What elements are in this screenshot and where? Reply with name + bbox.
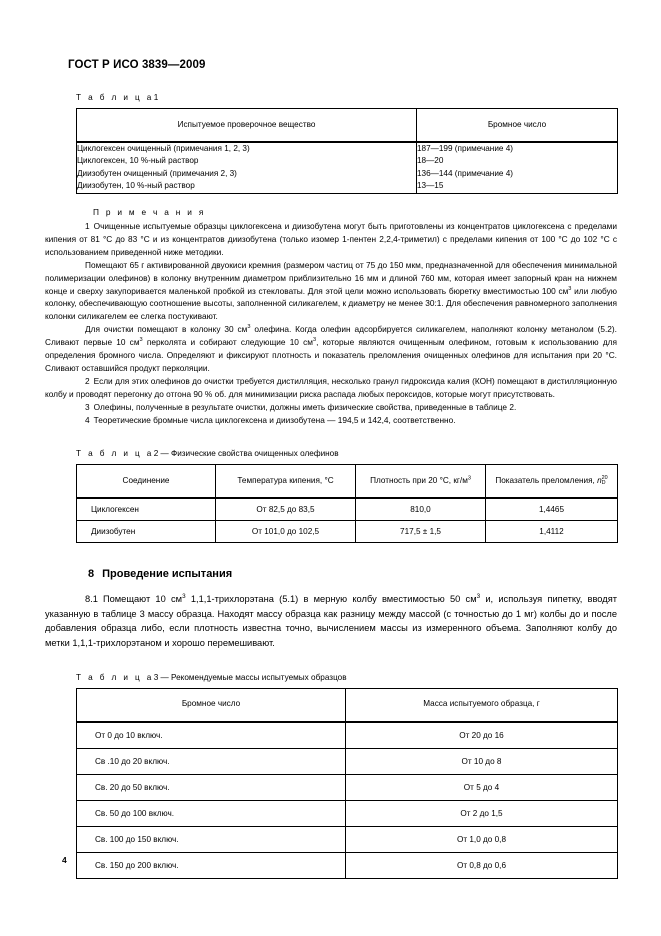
refractive-subscript: D <box>601 479 606 486</box>
clause-8-1-text-c: и, используя пипетку, вводят указанную в таблице 3 массу образца. Находят массу образца как разницу между массой (с точностью до 1 мг) колбы до и после добавления образца либо, если плотность известна точно, вычислением массы из измеренного объема. Заполняют колбу до метки 1,1,1-трихлорэтаном и хорошо перемешивают. <box>45 593 617 648</box>
table1-substance-3: Диизобутен, 10 %-ный раствор <box>77 181 195 191</box>
cubic-superscript: 3 <box>247 324 251 331</box>
table1-substance-cell <box>77 142 417 193</box>
table3-mass-2: От 5 до 4 <box>346 774 618 800</box>
cubic-superscript: 3 <box>139 337 143 344</box>
table1-caption-label: Т а б л и ц а <box>76 93 154 102</box>
note-2-text: Если для этих олефинов до очистки требуется дистилляция, несколько гранул гидроксида калия (КОН) помещают в дистилляционную колбу и проводят перегонку до отгона 90 % об. для минимизации риска распада любых пероксидов, которые могут присутствовать. <box>45 376 617 399</box>
table2-caption-label: Т а б л и ц а <box>76 448 154 458</box>
refractive-symbol: n <box>597 475 602 485</box>
standard-number-header: ГОСТ Р ИСО 3839—2009 <box>68 59 206 71</box>
table1-bromine-cell <box>417 142 618 193</box>
note-1-par3-d: , которые являются очищенным олефином, готовым к использованию для определения бромного числа. Определяют и фиксируют плотность и показатель преломления очищенных олефинов для испытания при 20 °С. Сливают оставшийся продукт перколяции. <box>45 337 617 374</box>
note-3-number: 3 <box>85 401 90 412</box>
cubic-superscript: 3 <box>182 592 186 600</box>
table3-bromine-4: Св. 100 до 150 включ. <box>77 826 346 852</box>
table1-header-row <box>77 109 618 143</box>
table-row <box>77 826 618 852</box>
table2-header-density <box>356 464 486 498</box>
note-1-paragraph-3 <box>45 323 617 375</box>
table2-compound-0: Циклогексен <box>77 498 216 521</box>
section-8-number: 8 <box>88 567 95 580</box>
refractive-superscript: 20 <box>601 474 608 481</box>
page-number: 4 <box>62 855 67 865</box>
table2-head <box>77 464 618 498</box>
note-1-par3-a: Для очистки помещают в колонку 30 см <box>85 324 248 335</box>
table1-header-substance: Испытуемое проверочное вещество <box>77 109 417 143</box>
table-row <box>77 722 618 749</box>
table2-refractive-1: 1,4112 <box>486 520 618 542</box>
table2-header-refractive-text: Показатель преломления, <box>495 475 598 485</box>
notes-heading: П р и м е ч а н и я <box>93 206 206 217</box>
table2-header-density-text: Плотность при 20 °С, кг/м <box>370 475 468 485</box>
table3-mass-1: От 10 до 8 <box>346 748 618 774</box>
table-row <box>77 852 618 878</box>
note-1-text: Очищенные испытуемые образцы циклогексена и диизобутена могут быть приготовлены из концентратов циклогексена с пределами кипения от 81 °С до 83 °С и из концентратов диизобутена (только изомер 1-пентен 2,2,4-триметил) с пределами кипения от 100 °С до 102 °С с использованием приведенной ниже методики. <box>45 220 617 257</box>
table1-caption <box>76 93 617 102</box>
note-1-par2-a: Помещают 65 г активированной двуокиси кремния (размером частиц от 75 до 150 мкм, предназначенной для обеспечения минимальной полимеризации олефинов) в колонку внутренним диаметром приблизительно 16 мм и длиной 760 мм, которая имеет запорный кран на нижнем конце и сверху закупоривается маленькой пробкой из стекловаты. Для этой цели можно использовать бюретку вместимостью 100 см <box>45 259 617 296</box>
table-row <box>77 142 618 193</box>
clause-8-1 <box>45 592 617 651</box>
table2-header-row <box>77 464 618 498</box>
note-4 <box>45 414 617 427</box>
table1-bromine-0: 187—199 (примечание 4) <box>417 144 514 153</box>
table2 <box>76 464 618 543</box>
table3-caption <box>76 673 617 682</box>
table2-caption-number: 2 <box>153 448 159 458</box>
table3-bromine-5: Св. 150 до 200 включ. <box>77 852 346 878</box>
table1-substance-0: Циклогексен очищенный (примечания 1, 2, 3) <box>77 144 250 153</box>
table1-header-bromine: Бромное число <box>417 109 618 143</box>
section-8-heading <box>88 568 617 580</box>
table1-substance-2: Диизобутен очищенный (примечания 2, 3) <box>77 168 237 178</box>
table1-body <box>77 142 618 193</box>
table2-caption <box>76 449 617 458</box>
table1-bromine-2: 136—144 (примечание 4) <box>417 168 514 178</box>
note-2 <box>45 375 617 401</box>
table2-header-refractive-index <box>486 464 618 498</box>
notes-block <box>45 206 617 427</box>
table3-caption-label: Т а б л и ц а <box>76 672 154 682</box>
table3-bromine-1: Св .10 до 20 включ. <box>77 748 346 774</box>
table3-mass-3: От 2 до 1,5 <box>346 800 618 826</box>
clause-8-1-text-b: 1,1,1-трихлорэтана (5.1) в мерную колбу вместимостью 50 см <box>185 593 477 604</box>
note-1-paragraph-2 <box>45 259 617 324</box>
table1-bromine-3: 13—15 <box>417 181 444 191</box>
cubic-superscript: 3 <box>312 337 317 344</box>
table2-caption-title: Физические свойства очищенных олефинов <box>171 448 339 458</box>
table1-head <box>77 109 618 143</box>
note-1-par3-b: олефина. Когда олефин адсорбируется силикагелем, наполняют колонку метанолом (5.2). Сливают первые 10 см <box>45 324 617 348</box>
note-4-text: Теоретические бромные числа циклогексена и диизобутена — 194,5 и 142,4, соответственно. <box>93 414 456 425</box>
table1-caption-number: 1 <box>153 93 159 102</box>
cubic-superscript: 3 <box>476 592 481 600</box>
note-4-number: 4 <box>85 414 90 425</box>
table3 <box>76 688 618 879</box>
table3-bromine-3: Св. 50 до 100 включ. <box>77 800 346 826</box>
note-1-par3-c: перколята и собирают следующие 10 см <box>142 337 313 348</box>
table3-header-row <box>77 688 618 722</box>
table3-head <box>77 688 618 722</box>
table-row <box>77 520 618 542</box>
section-8-title: Проведение испытания <box>102 567 233 580</box>
clause-8-1-text-a: Помещают 10 см <box>102 593 183 604</box>
page-content <box>45 0 617 879</box>
note-1-number: 1 <box>85 220 90 231</box>
cubic-superscript: 3 <box>568 285 572 292</box>
table3-caption-number: 3 <box>153 672 159 682</box>
table3-bromine-2: Св. 20 до 50 включ. <box>77 774 346 800</box>
table-row <box>77 774 618 800</box>
table3-mass-0: От 20 до 16 <box>346 722 618 749</box>
table2-refractive-0: 1,4465 <box>486 498 618 521</box>
table1-substance-1: Циклогексен, 10 %-ный раствор <box>77 156 199 166</box>
cubic-superscript: 3 <box>467 474 471 481</box>
table3-mass-4: От 1,0 до 0,8 <box>346 826 618 852</box>
table3-caption-dash: — <box>160 672 169 682</box>
table2-density-1: 717,5 ± 1,5 <box>356 520 486 542</box>
table3-bromine-0: От 0 до 10 включ. <box>77 722 346 749</box>
table-row <box>77 498 618 521</box>
note-1 <box>45 220 617 259</box>
table3-caption-title: Рекомендуемые массы испытуемых образцов <box>171 672 347 682</box>
table2-density-0: 810,0 <box>356 498 486 521</box>
note-1-par2-b: или любую колонку, обеспечивающую соотношение высоты, заполненной силикагелем, к диаметру не менее 30:1. Для обеспечения равномерного заполнения колонки силикагелем ее слегка постукивают. <box>45 285 617 322</box>
clause-8-1-number: 8.1 <box>85 593 98 604</box>
table2-body <box>77 498 618 543</box>
table-row <box>77 800 618 826</box>
table1-bromine-1: 18—20 <box>417 156 444 166</box>
table3-mass-5: От 0,8 до 0,6 <box>346 852 618 878</box>
note-2-number: 2 <box>85 376 90 387</box>
table1 <box>76 108 618 194</box>
table2-boiling-0: От 82,5 до 83,5 <box>216 498 356 521</box>
table2-header-compound: Соединение <box>77 464 216 498</box>
table2-caption-dash: — <box>160 448 169 458</box>
note-3-text: Олефины, полученные в результате очистки, должны иметь физические свойства, приведенные в таблице 2. <box>93 401 517 412</box>
table3-header-mass: Масса испытуемого образца, г <box>346 688 618 722</box>
table2-boiling-1: От 101,0 до 102,5 <box>216 520 356 542</box>
table3-body <box>77 722 618 879</box>
table-row <box>77 748 618 774</box>
table2-header-boiling-point: Температура кипения, °С <box>216 464 356 498</box>
note-3 <box>45 401 617 414</box>
refractive-sup-sub <box>602 476 608 486</box>
table3-header-bromine: Бромное число <box>77 688 346 722</box>
table2-compound-1: Диизобутен <box>77 520 216 542</box>
